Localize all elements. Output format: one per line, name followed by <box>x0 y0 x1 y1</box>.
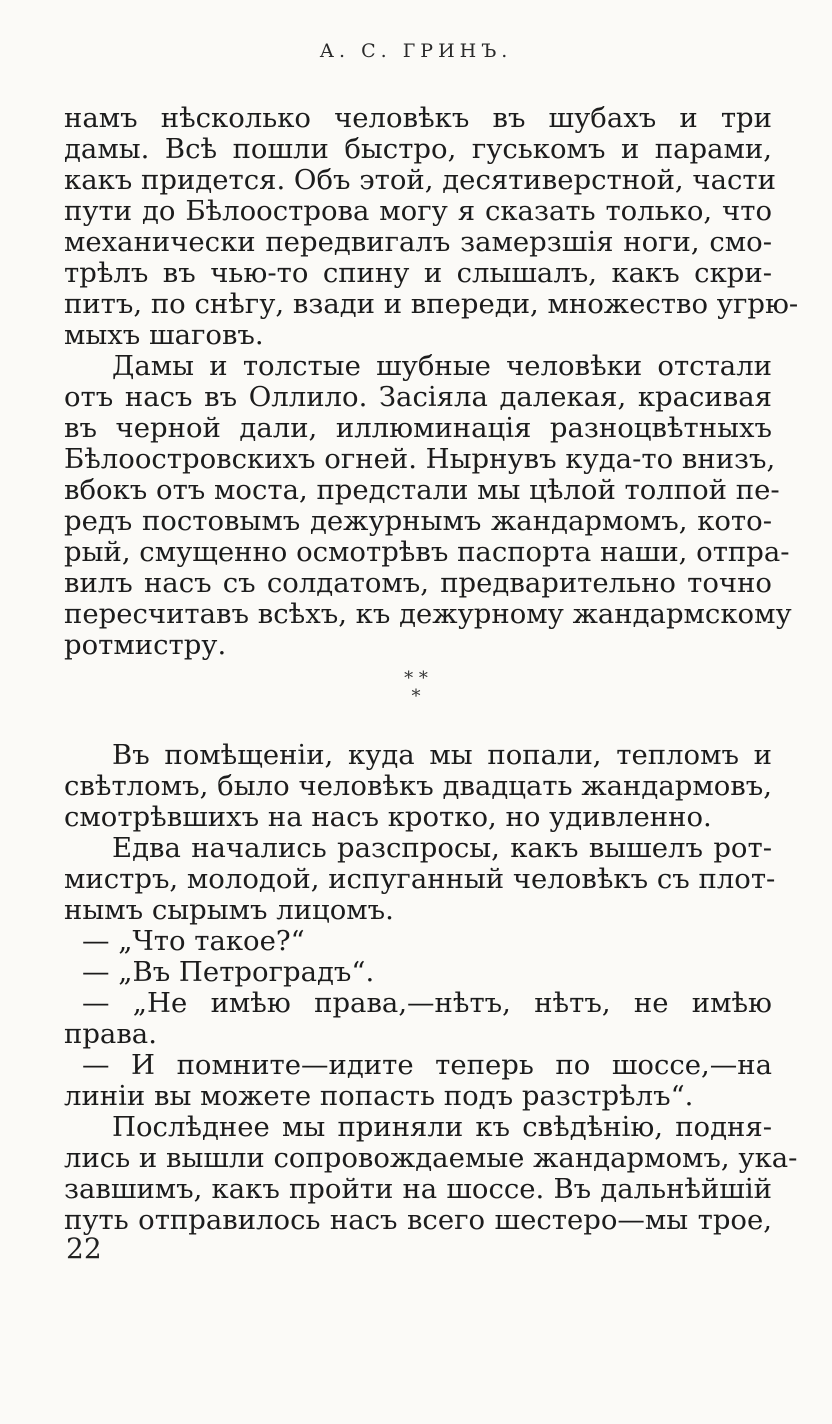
text-line: мистръ, молодой, испуганный человѣкъ съ плот- <box>64 863 776 895</box>
text-line: рый, смущенно осмотрѣвъ паспорта наши, отпра- <box>64 536 790 568</box>
dialogue-line: — И помните—идите теперь по шоссе,—на <box>82 1049 772 1081</box>
text-line: намъ нѣсколько человѣкъ въ шубахъ и три <box>64 102 772 134</box>
text-line: вбокъ отъ моста, предстали мы цѣлой толпой пе- <box>64 474 780 506</box>
dialogue-line: — „Что такое?“ <box>82 925 305 957</box>
text-line: нымъ сырымъ лицомъ. <box>64 894 394 926</box>
text-line: пересчитавъ всѣхъ, къ дежурному жандармскому <box>64 598 792 630</box>
page-number: 22 <box>66 1232 102 1265</box>
text-line: дамы. Всѣ пошли быстро, гуськомъ и парами, <box>64 133 772 165</box>
text-line: редъ постовымъ дежурнымъ жандармомъ, кото- <box>64 505 772 537</box>
text-line: вилъ насъ съ солдатомъ, предварительно точно <box>64 567 772 599</box>
text-line: ротмистру. <box>64 629 227 661</box>
text-line: путь отправилось насъ всего шестеро—мы трое, <box>64 1204 772 1236</box>
text-line: лись и вышли сопровождаемые жандармомъ, ука- <box>64 1142 798 1174</box>
text-line: питъ, по снѣгу, взади и впереди, множество угрю- <box>64 288 799 320</box>
text-line: отъ насъ въ Оллило. Засіяла далекая, красивая <box>64 381 772 413</box>
text-line: смотрѣвшихъ на насъ кротко, но удивленно. <box>64 801 712 833</box>
text-line: завшимъ, какъ пройти на шоссе. Въ дальнѣйшій <box>64 1173 772 1205</box>
text-line: свѣтломъ, было человѣкъ двадцать жандармовъ, <box>64 770 772 802</box>
section-separator-top: * * <box>404 668 428 689</box>
section-separator-bottom: * <box>411 686 421 707</box>
dialogue-line: права. <box>64 1018 157 1050</box>
text-line: механически передвигалъ замерзшія ноги, смо- <box>64 226 772 258</box>
dialogue-line: — „Въ Петроградъ“. <box>82 956 375 988</box>
text-line: Въ помѣщеніи, куда мы попали, тепломъ и <box>112 739 772 771</box>
text-line: Бѣлоостровскихъ огней. Нырнувъ куда-то внизъ, <box>64 443 776 475</box>
dialogue-line: — „Не имѣю права,—нѣтъ, нѣтъ, не имѣю <box>82 987 772 1019</box>
text-line: въ черной дали, иллюминація разноцвѣтныхъ <box>64 412 772 444</box>
running-head: А. С. ГРИНЪ. <box>319 40 513 62</box>
text-line: Дамы и толстые шубные человѣки отстали <box>112 350 772 382</box>
text-line: пути до Бѣлоострова могу я сказать только, что <box>64 195 772 227</box>
text-line: какъ придется. Объ этой, десятиверстной, части <box>64 164 776 196</box>
text-line: мыхъ шаговъ. <box>64 319 264 351</box>
text-line: трѣлъ въ чью-то спину и слышалъ, какъ скри- <box>64 257 772 289</box>
dialogue-line: линіи вы можете попасть подъ разстрѣлъ“. <box>64 1080 694 1112</box>
text-line: Едва начались разспросы, какъ вышелъ рот- <box>112 832 772 864</box>
text-line: Послѣднее мы приняли къ свѣдѣнію, подня- <box>112 1111 772 1143</box>
